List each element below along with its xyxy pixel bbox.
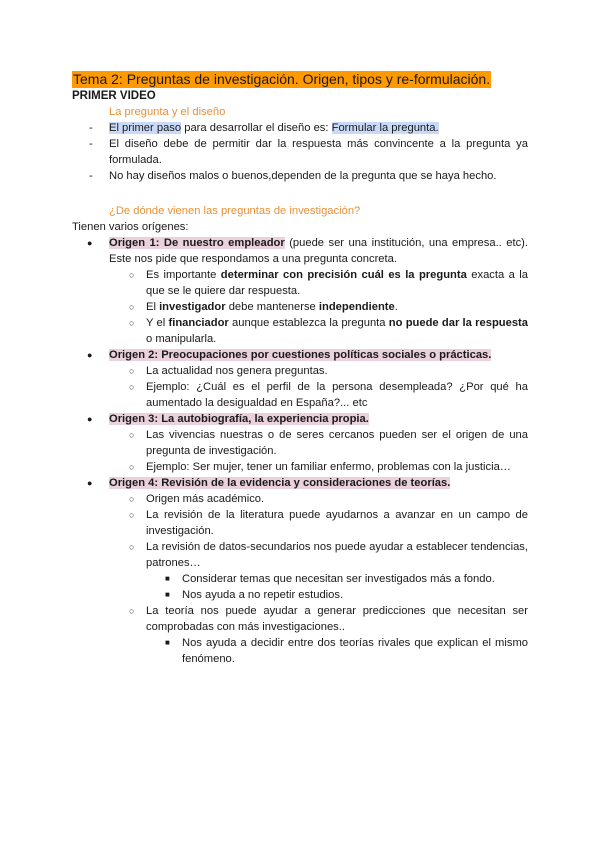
list-item — [72, 379, 528, 411]
circle-marker: ○ — [129, 302, 135, 312]
text: La actualidad nos genera preguntas. — [146, 365, 328, 377]
bold-text: independiente — [318, 301, 395, 313]
circle-marker: ○ — [129, 366, 135, 376]
text: Ejemplo: ¿Cuál es el perfil de la persona desempleada? ¿Por qué ha aumentado la desigualdad en España?... etc — [146, 381, 528, 409]
list-item — [72, 539, 528, 571]
circle-marker: ○ — [129, 270, 135, 280]
list-item-origen-1 — [72, 235, 528, 267]
list-item — [72, 363, 528, 379]
list-item — [72, 427, 528, 459]
bullet-marker: ● — [87, 350, 93, 360]
text: exacta a la que se le quiere dar respuesta. — [146, 269, 529, 297]
list-item — [72, 299, 528, 315]
list-item — [72, 315, 528, 347]
text: Y el — [146, 317, 169, 329]
square-marker: ■ — [165, 574, 170, 583]
square-marker: ■ — [165, 638, 170, 647]
bold-text: investigador — [159, 301, 226, 313]
list-item — [72, 507, 528, 539]
dash-marker: - — [89, 138, 93, 150]
doc-title-line — [72, 71, 528, 89]
text: Ejemplo: Ser mujer, tener un familiar enfermo, problemas con la justicia… — [146, 461, 511, 473]
circle-marker: ○ — [129, 382, 135, 392]
origen-heading: Origen 4: Revisión de la evidencia y consideraciones de teorías. — [109, 477, 451, 489]
dash-marker: - — [89, 170, 93, 182]
text: Considerar temas que necesitan ser investigados más a fondo. — [182, 573, 495, 585]
list-item — [72, 635, 528, 667]
circle-marker: ○ — [129, 462, 135, 472]
text: La teoría nos puede ayudar a generar predicciones que necesitan ser comprobadas con más investigaciones.. — [146, 605, 528, 633]
list-item-origen-4 — [72, 475, 528, 491]
text: . — [394, 301, 398, 313]
list-item — [72, 120, 528, 136]
list-item — [72, 571, 528, 587]
list-item — [72, 168, 528, 184]
circle-marker: ○ — [129, 430, 135, 440]
circle-marker: ○ — [129, 510, 135, 520]
bullet-marker: ● — [87, 478, 93, 488]
bold-text: financiador — [168, 317, 229, 329]
list-item — [72, 587, 528, 603]
text: o manipularla. — [146, 333, 217, 345]
origen-heading: Origen 2: Preocupaciones por cuestiones políticas sociales o prácticas. — [109, 349, 492, 361]
circle-marker: ○ — [129, 606, 135, 616]
intro-text: Tienen varios orígenes: — [72, 221, 189, 233]
section-heading-design: La pregunta y el diseño — [109, 106, 226, 118]
text: Nos ayuda a no repetir estudios. — [182, 589, 344, 601]
doc-subtitle: PRIMER VIDEO — [72, 90, 156, 102]
document-content — [72, 71, 528, 667]
bold-text: determinar con precisión cuál es la pregunta — [220, 269, 467, 281]
list-item — [72, 603, 528, 635]
bold-text: no puede dar la respuesta — [388, 317, 528, 329]
circle-marker: ○ — [129, 318, 135, 328]
circle-marker: ○ — [129, 494, 135, 504]
list-item-origen-3 — [72, 411, 528, 427]
origen-heading: Origen 1: De nuestro empleador — [109, 237, 285, 249]
doc-title: Tema 2: Preguntas de investigación. Origen, tipos y re-formulación. — [73, 71, 491, 87]
text: Las vivencias nuestras o de seres cercanos pueden ser el origen de una pregunta de investigación. — [146, 429, 528, 457]
spacer — [72, 184, 528, 200]
list-item — [72, 267, 528, 299]
list-item — [72, 459, 528, 475]
highlight-text: Formular la pregunta. — [331, 122, 439, 134]
circle-marker: ○ — [129, 542, 135, 552]
text: Origen más académico. — [146, 493, 265, 505]
list-item — [72, 491, 528, 507]
text: Es importante — [146, 269, 221, 281]
origen-heading: Origen 3: La autobiografía, la experiencia propia. — [109, 413, 369, 425]
bullet-marker: ● — [87, 238, 93, 248]
text: La revisión de la literatura puede ayudarnos a avanzar en un campo de investigación. — [146, 509, 528, 537]
text: No hay diseños malos o buenos,dependen de la pregunta que se haya hecho. — [109, 170, 497, 182]
text: debe mantenerse — [225, 301, 319, 313]
section-heading-origins: ¿De dónde vienen las preguntas de investigación? — [109, 205, 361, 217]
highlight-text: El primer paso — [109, 122, 182, 134]
dash-marker: - — [89, 122, 93, 134]
text: para desarrollar el diseño es: — [181, 122, 332, 134]
list-item — [72, 136, 528, 168]
text: aunque establezca la pregunta — [228, 317, 389, 329]
text: Nos ayuda a decidir entre dos teorías rivales que explican el mismo fenómeno. — [182, 637, 528, 665]
text: El — [146, 301, 160, 313]
text: (puede ser una institución, una empresa.. etc). Este nos pide que respondamos a una pregunta concreta. — [109, 237, 528, 265]
text: El diseño debe de permitir dar la respuesta más convincente a la pregunta ya formulada. — [109, 138, 528, 166]
square-marker: ■ — [165, 590, 170, 599]
text: La revisión de datos-secundarios nos puede ayudar a establecer tendencias, patrones… — [146, 541, 528, 569]
list-item-origen-2 — [72, 347, 528, 363]
bullet-marker: ● — [87, 414, 93, 424]
